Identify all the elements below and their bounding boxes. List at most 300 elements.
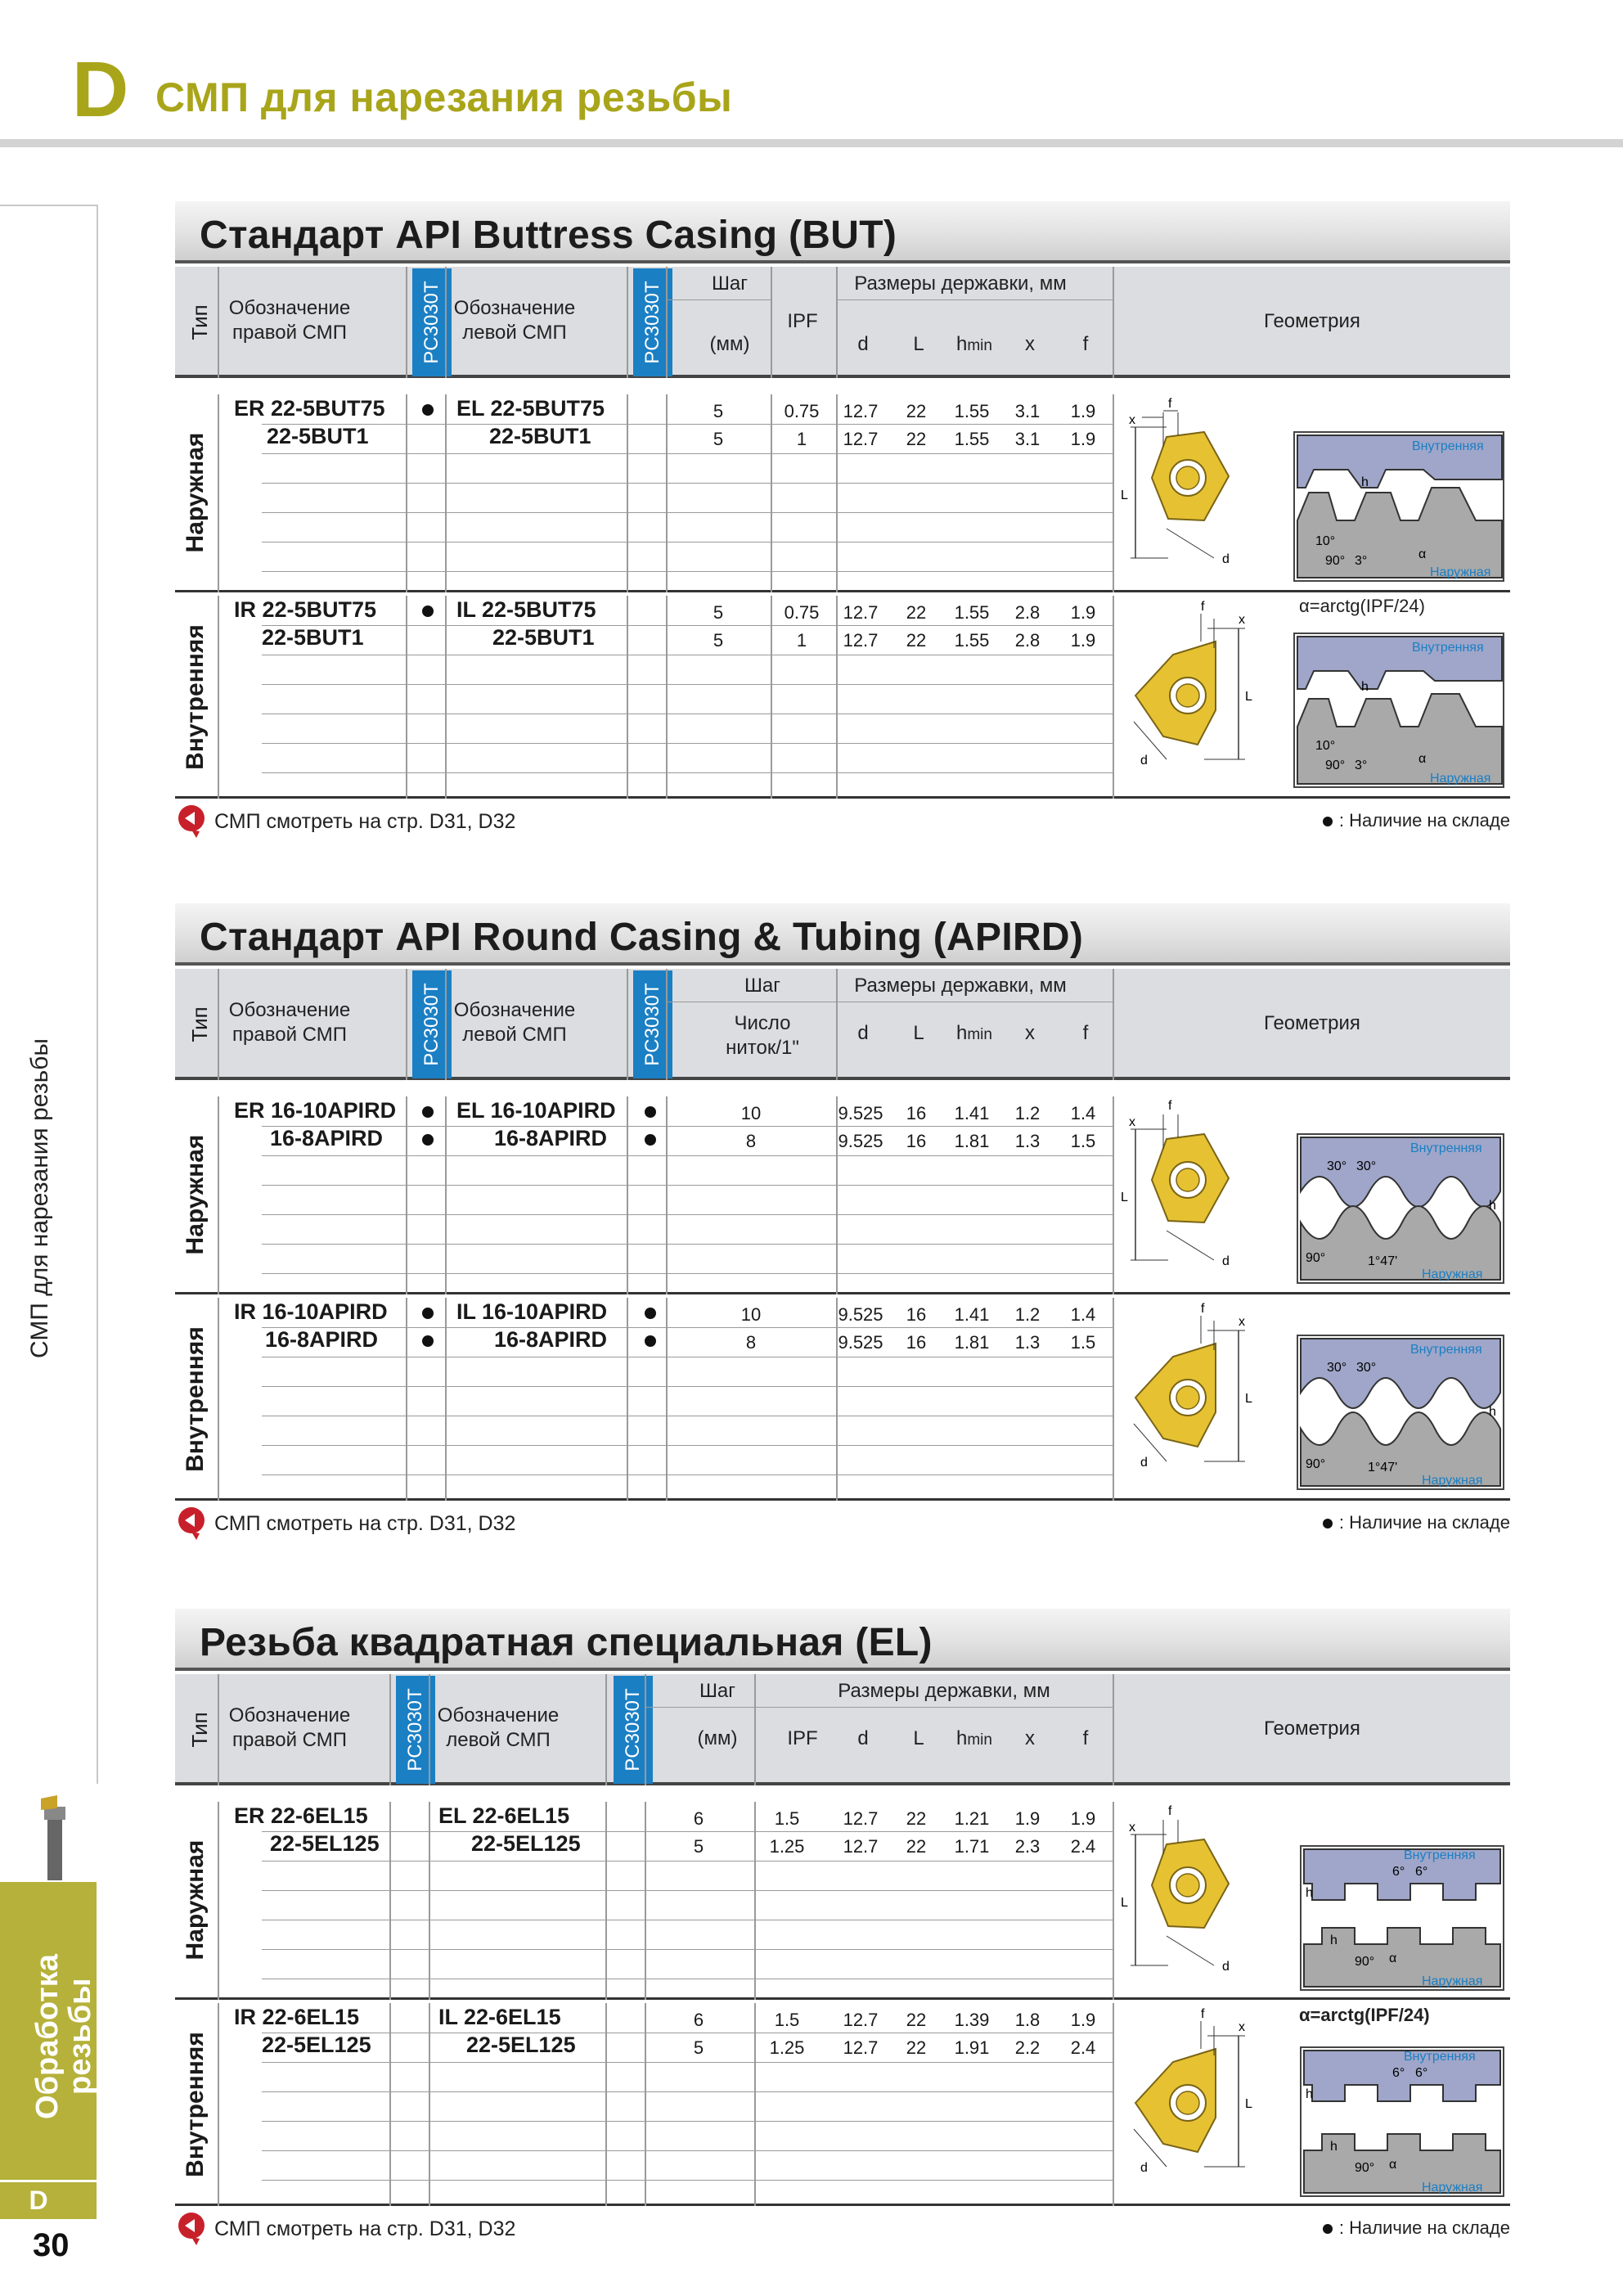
cell-x: 2.8 [1014,602,1041,623]
cell-x: 1.2 [1014,1304,1041,1325]
cell-x: 2.3 [1014,1836,1041,1857]
label-x: x [1129,1115,1135,1129]
label-bottom: Наружная [1422,1974,1483,1988]
cell-h: 1.81 [954,1332,990,1353]
cell-d: 12.7 [843,1836,879,1857]
angle-3: 3° [1355,554,1368,568]
cell-d: 12.7 [843,1808,879,1829]
cell-L: 16 [906,1103,927,1123]
cell-ipf: 1.25 [769,1836,805,1857]
cell-L: 22 [906,602,927,623]
label-h: h [1489,1405,1496,1419]
angle-2: 30° [1356,1361,1377,1375]
stock-legend [1323,810,1510,831]
section-el [175,1609,1510,2250]
insert-right-code: 16-8APIRD [265,1327,379,1352]
cell-h: 1.55 [954,630,990,651]
insert-left-code: 22-5BUT1 [489,424,591,448]
page-reference-icon [175,802,208,838]
cell-h: 1.71 [954,1836,990,1857]
insert-left-code: 16-8APIRD [494,1126,608,1150]
col-h-sub: min [967,1026,992,1043]
section-but [175,201,1510,843]
cell-L: 22 [906,630,927,651]
col-left-l2: левой СМП [462,322,567,344]
label-h-2: h [1330,1934,1338,1947]
insert-right-code: 22-5EL125 [262,2033,371,2057]
cell-f: 2.4 [1070,2037,1096,2058]
label-bottom: Наружная [1422,2181,1483,2195]
col-x: x [1025,1727,1035,1749]
group-external [175,1096,1510,1294]
cell-x: 2.8 [1014,630,1041,651]
sidebar-letter: D [29,2186,48,2215]
cell-x: 2.2 [1014,2037,1041,2058]
label-h: h [1361,680,1369,694]
label-f: f [1201,600,1205,614]
label-L: L [1245,690,1252,704]
col-right-insert [218,296,362,345]
stock-dot [422,606,434,617]
cell-ipf: 1 [796,429,807,449]
col-x: x [1025,333,1035,355]
cell-ipf: 1.5 [774,1808,800,1829]
col-h [947,332,1001,358]
label-d: d [1140,754,1148,768]
col-grade-left: PC3030T [633,268,672,376]
stock-dot [645,1335,656,1347]
col-left-l1: Обозначение [453,999,576,1021]
stock-dot [645,1106,656,1118]
col-type: Тип [187,304,212,340]
col-holder: Размеры державки, мм [854,975,1067,997]
cell-step: 5 [713,630,724,651]
label-h: h [1306,2087,1313,2101]
insert-right-code: 22-5EL125 [270,1831,380,1856]
col-h-label: h [956,1022,968,1044]
cell-step: 8 [745,1332,757,1353]
cell-f: 1.5 [1070,1332,1096,1353]
col-geometry: Геометрия [1264,1012,1360,1034]
page-reference-icon [175,2209,208,2245]
reference-text: СМП смотреть на стр. D31, D32 [214,2217,516,2240]
reference-text: СМП смотреть на стр. D31, D32 [214,1512,516,1535]
label-f: f [1168,1805,1172,1818]
cell-h: 1.21 [954,1808,990,1829]
angle-2: 6° [1415,1865,1428,1879]
col-right-l2: правой СМП [232,322,347,344]
cell-d: 9.525 [838,1131,883,1151]
sidebar-section-line-1: Обработка [30,1954,65,2119]
page-reference-icon [175,1504,208,1540]
col-d: d [857,1727,869,1749]
col-f: f [1082,333,1089,355]
cell-ipf: 1.25 [769,2037,805,2058]
col-h [947,1021,1001,1047]
angle-alpha: α [1389,2158,1397,2172]
cell-h: 1.55 [954,602,990,623]
angle-1: 6° [1392,1865,1405,1879]
insert-left-code: IL 22-6EL15 [438,2005,561,2029]
group-label: Наружная [182,432,209,553]
cell-step: 6 [693,1808,704,1829]
cell-x: 1.9 [1014,1808,1041,1829]
label-f: f [1168,1100,1172,1113]
cell-d: 12.7 [843,429,879,449]
table-header [175,1674,1510,1785]
stock-dot [422,1134,434,1146]
stock-dot [422,1106,434,1118]
stock-dot [422,404,434,416]
col-step-unit: (мм) [697,1727,738,1749]
section-title: Стандарт API Buttress Casing (BUT) [200,214,897,257]
col-right-insert [218,998,362,1047]
label-top: Внутренняя [1410,1343,1482,1357]
sidebar-corner [0,205,98,206]
cell-step: 10 [740,1304,762,1325]
cell-f: 1.9 [1070,401,1096,421]
angle-3: 90° [1306,1251,1326,1265]
col-right-l1: Обозначение [228,999,351,1021]
label-bottom: Наружная [1430,565,1491,579]
cell-ipf: 1 [796,630,807,651]
col-left-insert [445,296,584,345]
cell-d: 9.525 [838,1103,883,1123]
cell-h: 1.91 [954,2037,990,2058]
reference-note [175,2209,1510,2250]
insert-left-code: 22-5EL125 [471,1831,581,1856]
insert-left-code: EL 16-10APIRD [456,1098,616,1123]
stock-legend-text: : Наличие на складе [1338,2217,1510,2238]
angle-3: 90° [1306,1457,1326,1471]
angle-1: 10° [1315,534,1336,548]
cell-ipf: 0.75 [784,602,820,623]
cell-d: 12.7 [843,630,879,651]
label-x: x [1239,613,1245,627]
alpha-formula: α=arctg(IPF/24) [1299,2005,1430,2025]
table-header [175,267,1510,378]
cell-f: 1.9 [1070,602,1096,623]
cell-h: 1.81 [954,1131,990,1151]
angle-3: 90° [1355,1955,1375,1969]
label-h-2: h [1330,2140,1338,2154]
col-left-insert [445,998,584,1047]
cell-x: 1.8 [1014,2010,1041,2030]
label-d: d [1140,1456,1148,1470]
cell-L: 22 [906,429,927,449]
cell-L: 16 [906,1332,927,1353]
col-holder: Размеры державки, мм [838,1680,1050,1702]
col-right-l1: Обозначение [228,297,351,319]
col-left-l1: Обозначение [453,297,576,319]
col-L: L [913,1727,924,1749]
angle-1: 10° [1315,739,1336,753]
col-f: f [1082,1022,1089,1044]
label-d: d [1222,552,1230,566]
cell-f: 1.4 [1070,1304,1096,1325]
cell-h: 1.41 [954,1304,990,1325]
external-insert-diagram [1116,1805,1508,1998]
label-h: h [1361,475,1369,489]
angle-alpha: α [1389,1952,1397,1965]
insert-left-code: 22-5EL125 [466,2033,576,2057]
cell-h: 1.41 [954,1103,990,1123]
cell-ipf: 1.5 [774,2010,800,2030]
section-title-band [175,201,1510,263]
label-f: f [1168,398,1172,411]
angle-4: 1°47' [1368,1254,1398,1268]
col-tpi [690,1011,834,1060]
stock-legend-dot [1323,817,1333,826]
col-step-unit: (мм) [709,333,750,355]
cell-f: 1.4 [1070,1103,1096,1123]
external-insert-diagram [1116,398,1508,591]
cell-L: 22 [906,2037,927,2058]
insert-left-code: EL 22-5BUT75 [456,396,605,421]
col-d: d [857,333,869,355]
cell-d: 12.7 [843,401,879,421]
cell-x: 3.1 [1014,401,1041,421]
stock-legend-dot [1323,2224,1333,2234]
stock-legend-text: : Наличие на складе [1338,810,1510,831]
insert-left-code: IL 22-5BUT75 [456,597,596,622]
label-top: Внутренняя [1404,2050,1476,2064]
col-type: Тип [187,1006,212,1042]
angle-2: 30° [1356,1159,1377,1173]
alpha-formula: α=arctg(IPF/24) [1299,596,1425,616]
label-d: d [1140,2161,1148,2175]
col-grade-left: PC3030T [633,970,672,1078]
angle-alpha: α [1418,752,1427,766]
angle-alpha: α [1418,547,1427,561]
internal-insert-diagram [1116,1301,1508,1499]
cell-f: 1.9 [1070,429,1096,449]
insert-right-code: ER 22-6EL15 [234,1803,368,1828]
insert-right-code: ER 22-5BUT75 [234,396,385,421]
col-right-l2: правой СМП [232,1024,347,1046]
reference-text: СМП смотреть на стр. D31, D32 [214,810,516,833]
label-top: Внутренняя [1410,1141,1482,1155]
group-internal [175,1298,1510,1501]
angle-1: 30° [1327,1361,1347,1375]
group-label: Наружная [182,1134,209,1255]
section-apird [175,903,1510,1545]
col-step: Шаг [744,975,781,997]
cell-L: 16 [906,1304,927,1325]
table-header [175,969,1510,1080]
label-top: Внутренняя [1412,439,1484,453]
cell-x: 3.1 [1014,429,1041,449]
section-title-band [175,1609,1510,1671]
cell-step: 10 [740,1103,762,1123]
insert-left-code: IL 16-10APIRD [456,1299,608,1324]
cell-L: 16 [906,1131,927,1151]
cell-d: 12.7 [843,2010,879,2030]
label-x: x [1239,2020,1245,2034]
group-external [175,394,1510,592]
reference-note [175,1504,1510,1545]
insert-right-code: ER 16-10APIRD [234,1098,397,1123]
group-label: Внутренняя [182,1326,209,1472]
section-title: Стандарт API Round Casing & Tubing (APIRD) [200,916,1084,959]
col-ipf: IPF [787,1727,818,1749]
label-L: L [1245,1392,1252,1406]
cell-h: 1.55 [954,429,990,449]
col-step: Шаг [699,1680,736,1702]
insert-left-code: 22-5BUT1 [492,625,595,650]
cell-x: 1.2 [1014,1103,1041,1123]
group-internal [175,2003,1510,2206]
insert-right-code: IR 22-6EL15 [234,2005,360,2029]
sidebar-vertical-title: СМП для нарезания резьбы [26,1038,53,1358]
cell-x: 1.3 [1014,1131,1041,1151]
group-label: Наружная [182,1839,209,1961]
insert-right-code: 22-5BUT1 [262,625,364,650]
col-type: Тип [187,1712,212,1748]
angle-4: 1°47' [1368,1461,1398,1474]
label-d: d [1222,1960,1230,1974]
sidebar-letter-tab [0,2180,97,2219]
cell-step: 6 [693,2010,704,2030]
cell-step: 5 [693,1836,704,1857]
stock-legend [1323,1512,1510,1533]
col-left-l2: левой СМП [462,1024,567,1046]
angle-2: 90° [1325,554,1346,568]
sidebar-rule [97,205,98,1784]
col-h-label: h [956,333,968,355]
stock-legend-dot [1323,1519,1333,1528]
cell-h: 1.39 [954,2010,990,2030]
stock-dot [422,1308,434,1319]
col-tpi-l2: ниток/1" [726,1037,799,1059]
insert-right-code: 22-5BUT1 [267,424,369,448]
stock-dot [645,1308,656,1319]
cell-L: 22 [906,1836,927,1857]
cell-ipf: 0.75 [784,401,820,421]
col-left-l1: Обозначение [437,1704,560,1727]
cell-d: 9.525 [838,1332,883,1353]
group-external [175,1802,1510,2000]
angle-1: 6° [1392,2066,1405,2080]
stock-dot [422,1335,434,1347]
col-left-l2: левой СМП [446,1729,551,1751]
stock-dot [645,1134,656,1146]
angle-3: 3° [1355,759,1368,772]
cell-h: 1.55 [954,401,990,421]
internal-insert-diagram [1116,2006,1508,2204]
col-grade-right: PC3030T [412,970,452,1078]
label-x: x [1239,1315,1245,1329]
col-L: L [913,1022,924,1044]
col-geometry: Геометрия [1264,310,1360,332]
label-top: Внутренняя [1412,641,1484,655]
col-right-l2: правой СМП [232,1729,347,1751]
internal-insert-diagram [1116,599,1508,797]
section-title: Резьба квадратная специальная (EL) [200,1621,933,1664]
cell-step: 8 [745,1131,757,1151]
cell-L: 22 [906,401,927,421]
cell-L: 22 [906,1808,927,1829]
col-ipf: IPF [787,310,818,332]
col-f: f [1082,1727,1089,1749]
col-tpi-l1: Число [734,1012,791,1034]
stock-legend [1323,2217,1510,2239]
label-L: L [1121,488,1128,502]
col-h [947,1727,1001,1753]
group-label: Внутренняя [182,624,209,770]
cell-step: 5 [693,2037,704,2058]
chapter-letter: D [72,46,129,133]
cell-d: 12.7 [843,2037,879,2058]
label-L: L [1245,2097,1252,2111]
sidebar-section-line-2: резьбы [63,1978,97,2095]
section-title-band [175,903,1510,966]
label-x: x [1129,413,1135,427]
label-h: h [1489,1199,1496,1213]
insert-left-code: EL 22-6EL15 [438,1803,570,1828]
label-h: h [1306,1886,1313,1900]
label-bottom: Наружная [1422,1267,1483,1281]
page-number: 30 [33,2227,70,2263]
col-step: Шаг [711,272,749,295]
cell-f: 1.9 [1070,2010,1096,2030]
reference-note [175,802,1510,843]
label-x: x [1129,1821,1135,1835]
col-h-sub: min [967,1731,992,1749]
label-f: f [1201,2007,1205,2021]
cell-d: 9.525 [838,1304,883,1325]
col-L: L [913,333,924,355]
label-f: f [1201,1302,1205,1316]
cell-f: 2.4 [1070,1836,1096,1857]
col-grade-left: PC3030T [614,1676,653,1784]
cell-x: 1.3 [1014,1332,1041,1353]
cell-step: 5 [713,429,724,449]
header-rule [0,139,1623,147]
insert-left-code: 16-8APIRD [494,1327,608,1352]
chapter-title: СМП для нарезания резьбы [155,74,733,120]
col-grade-right: PC3030T [412,268,452,376]
col-left-insert [429,1704,568,1753]
col-right-insert [218,1704,362,1753]
col-right-l1: Обозначение [228,1704,351,1727]
cell-d: 12.7 [843,602,879,623]
label-d: d [1222,1254,1230,1268]
angle-1: 30° [1327,1159,1347,1173]
col-h-sub: min [967,337,992,354]
label-bottom: Наружная [1422,1474,1483,1488]
insert-right-code: IR 16-10APIRD [234,1299,388,1324]
cell-L: 22 [906,2010,927,2030]
cell-f: 1.5 [1070,1131,1096,1151]
col-geometry: Геометрия [1264,1717,1360,1740]
col-h-label: h [956,1727,968,1749]
col-d: d [857,1022,869,1044]
cell-step: 5 [713,602,724,623]
label-L: L [1121,1896,1128,1910]
angle-3: 90° [1355,2161,1375,2175]
angle-2: 6° [1415,2066,1428,2080]
cell-step: 5 [713,401,724,421]
sidebar-section-label [31,1874,97,2119]
label-bottom: Наружная [1430,772,1491,786]
stock-legend-text: : Наличие на складе [1338,1512,1510,1533]
angle-2: 90° [1325,759,1346,772]
col-x: x [1025,1022,1035,1044]
col-holder: Размеры державки, мм [854,272,1067,295]
cell-f: 1.9 [1070,630,1096,651]
group-internal [175,596,1510,799]
